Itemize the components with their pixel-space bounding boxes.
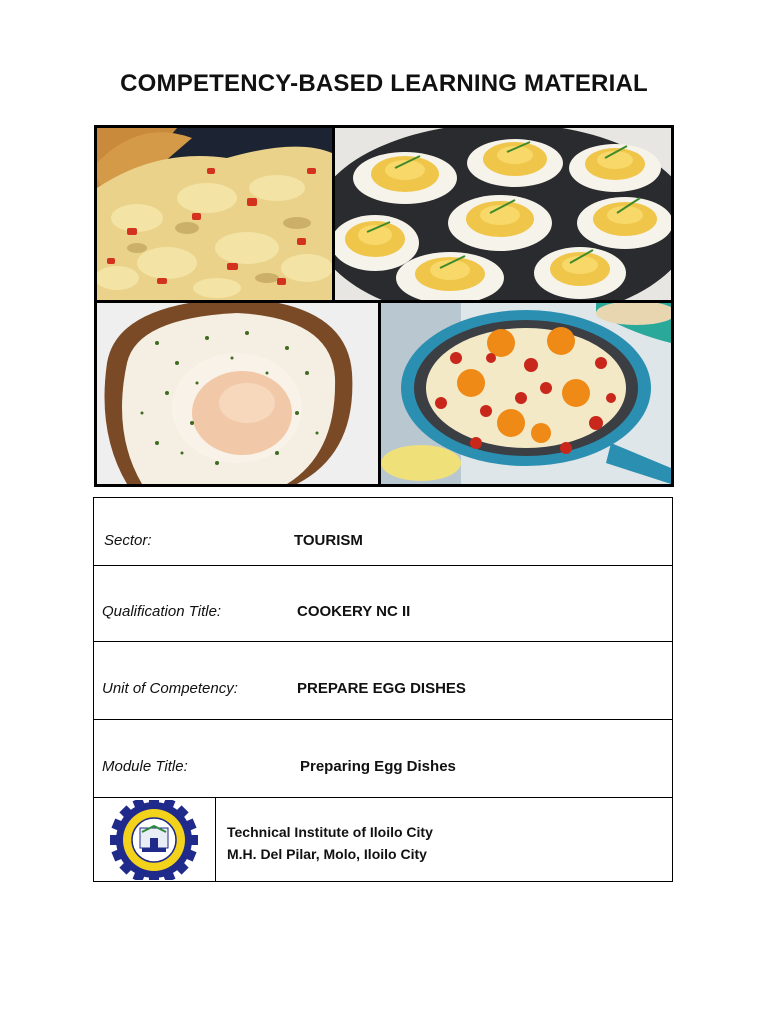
module-row bbox=[94, 720, 672, 798]
document-title: COMPETENCY-BASED LEARNING MATERIAL bbox=[120, 70, 648, 97]
border-segment-right bbox=[201, 797, 215, 798]
skillet-eggs-photo bbox=[378, 300, 674, 487]
unit-label: Unit of Competency: bbox=[102, 680, 238, 697]
deviled-eggs-photo bbox=[332, 125, 674, 303]
qualification-label: Qualification Title: bbox=[102, 603, 222, 620]
sector-value: TOURISM bbox=[294, 532, 363, 549]
sector-row bbox=[94, 498, 672, 566]
border-segment-left bbox=[94, 797, 110, 798]
institution-name: Technical Institute of Iloilo City bbox=[227, 824, 433, 840]
logo-cell bbox=[94, 798, 216, 881]
module-value: Preparing Egg Dishes bbox=[300, 758, 456, 775]
qualification-value: COOKERY NC II bbox=[297, 603, 411, 620]
egg-in-toast-photo bbox=[94, 300, 381, 487]
unit-value: PREPARE EGG DISHES bbox=[297, 680, 466, 697]
institution-seal-logo bbox=[108, 800, 200, 880]
institution-row bbox=[94, 798, 672, 881]
unit-row bbox=[94, 642, 672, 720]
sector-label: Sector: bbox=[104, 532, 152, 549]
institution-address: M.H. Del Pilar, Molo, Iloilo City bbox=[227, 846, 427, 862]
photo-collage bbox=[94, 125, 674, 487]
module-label: Module Title: bbox=[102, 758, 188, 775]
module-info-table bbox=[93, 497, 673, 882]
scrambled-eggs-photo bbox=[94, 125, 335, 303]
qualification-row bbox=[94, 565, 672, 642]
